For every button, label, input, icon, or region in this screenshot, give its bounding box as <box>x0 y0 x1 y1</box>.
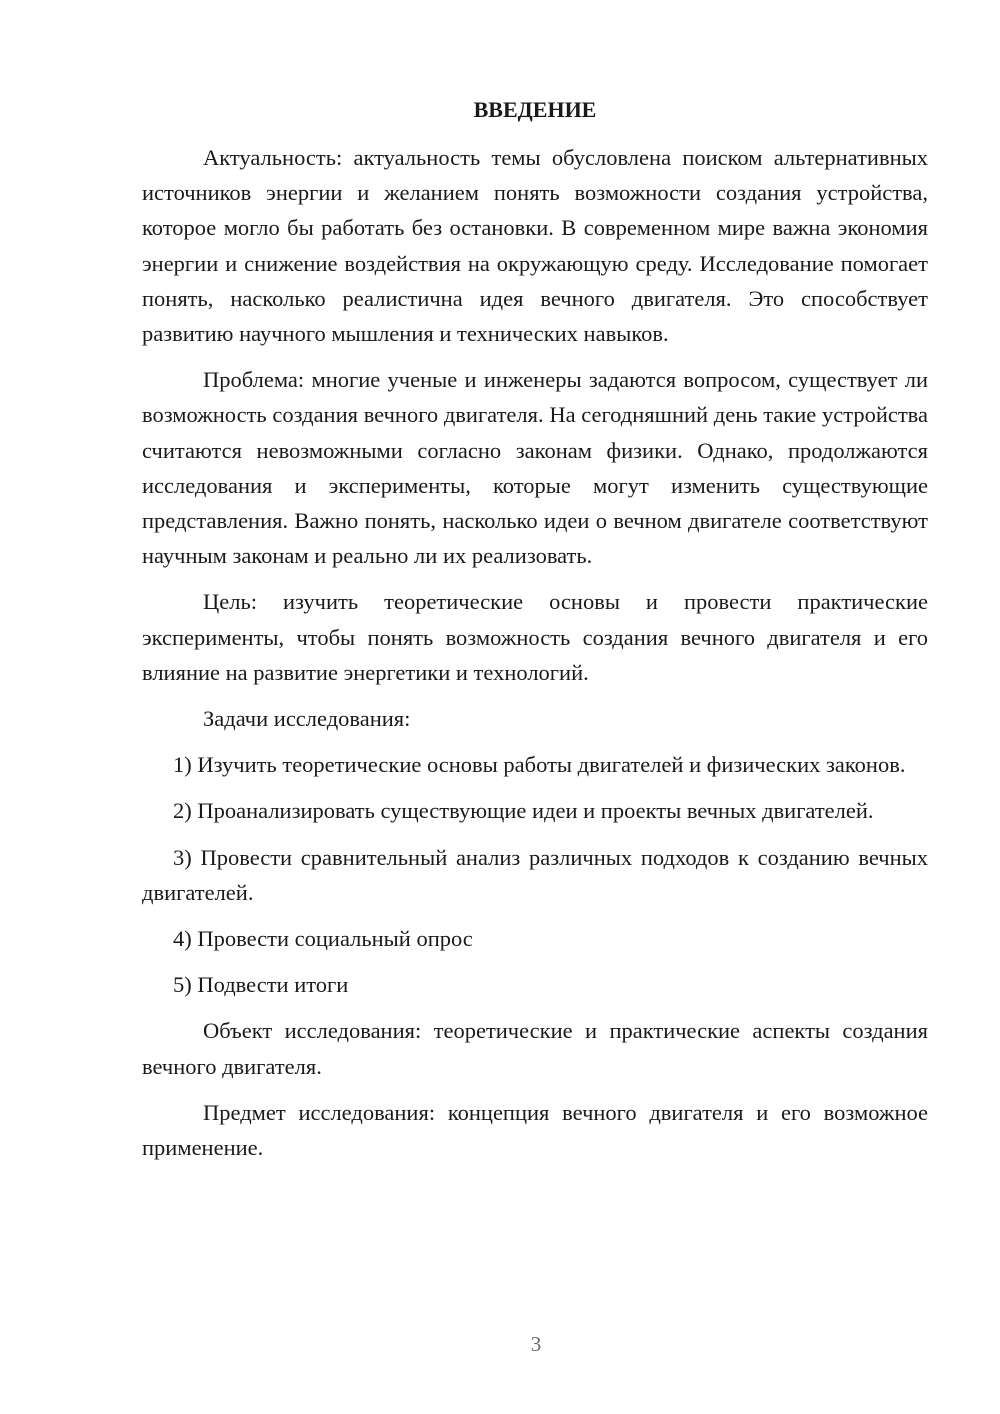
paragraph-relevance: Актуальность: актуальность темы обусловлена поиском альтернативных источников энергии и желанием понять возможности создания устройства, которое могло бы работать без остановки. В современном мире важна экономия энергии и снижение воздействия на окружающую среду. Исследование помогает понять, насколько реалистична идея вечного двигателя. Это способствует развитию научного мышления и технических навыков. <box>142 145 928 347</box>
task-item: 3) Провести сравнительный анализ различных подходов к созданию вечных двигателей. <box>142 844 928 905</box>
paragraph-subject: Предмет исследования: концепция вечного двигателя и его возможное применение. <box>142 1099 928 1161</box>
document-page <box>142 92 928 1165</box>
page-title: ВВЕДЕНИЕ <box>473 97 597 122</box>
paragraph-tasks-heading: Задачи исследования: <box>203 706 411 732</box>
task-item: 5) Подвести итоги <box>173 972 349 998</box>
task-item: 2) Проанализировать существующие идеи и проекты вечных двигателей. <box>173 798 874 824</box>
task-item: 1) Изучить теоретические основы работы двигателей и физических законов. <box>173 752 906 778</box>
paragraph-problem: Проблема: многие ученые и инженеры задаются вопросом, существует ли возможность создания вечного двигателя. На сегодняшний день такие устройства считаются невозможными согласно законам физики. Однако, продолжаются исследования и эксперименты, которые могут изменить существующие представления. Важно понять, насколько идеи о вечном двигателе соответствуют научным законам и реально ли их реализовать. <box>142 367 928 569</box>
task-item: 4) Провести социальный опрос <box>173 926 473 952</box>
paragraph-object: Объект исследования: теоретические и практические аспекты создания вечного двигателя. <box>142 1018 928 1079</box>
page-number: 3 <box>530 1332 542 1356</box>
paragraph-goal: Цель: изучить теоретические основы и провести практические эксперименты, чтобы понять возможность создания вечного двигателя и его влияние на развитие энергетики и технологий. <box>142 589 928 685</box>
